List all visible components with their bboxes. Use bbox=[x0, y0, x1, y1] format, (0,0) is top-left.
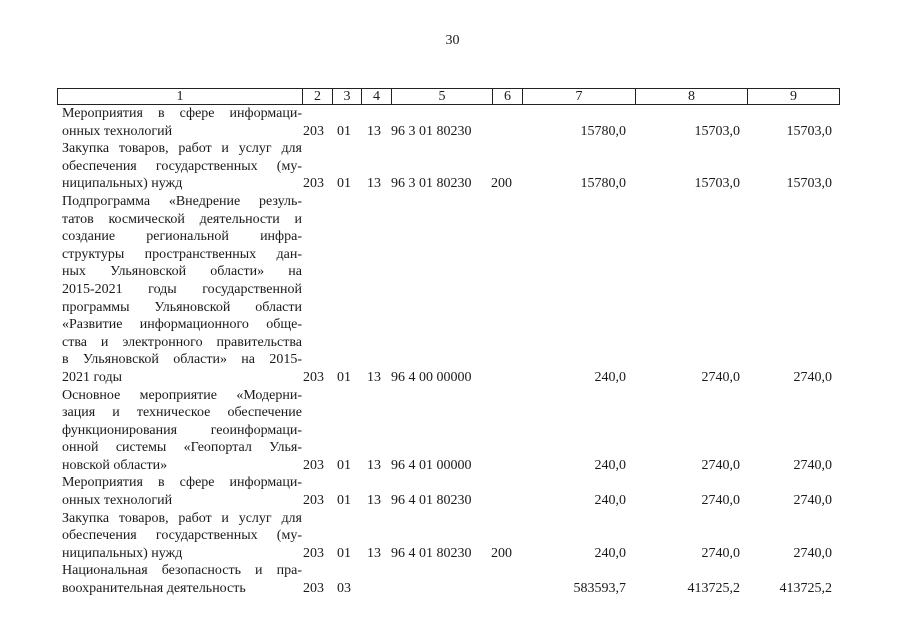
header-cell-8: 8 bbox=[636, 89, 748, 104]
row-code-3: 01 bbox=[337, 176, 351, 192]
row-code-4: 13 bbox=[367, 493, 381, 509]
row-code-5: 96 4 01 00000 bbox=[391, 457, 472, 473]
header-cell-5: 5 bbox=[392, 89, 493, 104]
row-value-9: 2740,0 bbox=[793, 369, 832, 385]
row-code-5: 96 4 00 00000 bbox=[391, 369, 472, 385]
row-name-line: обеспечения государственных (му- bbox=[62, 158, 302, 174]
row-code-4: 13 bbox=[367, 545, 381, 561]
row-value-9: 2740,0 bbox=[793, 457, 832, 473]
row-name-line: Закупка товаров, работ и услуг для bbox=[62, 510, 302, 526]
row-name-line: Основное мероприятие «Модерни- bbox=[62, 387, 302, 403]
row-name-line: онной системы «Геопортал Улья- bbox=[62, 440, 302, 456]
row-name-line: Мероприятия в сфере информаци- bbox=[62, 106, 302, 121]
table-row bbox=[62, 105, 842, 140]
table-row bbox=[62, 193, 842, 387]
table-row bbox=[62, 510, 842, 563]
row-name-line: 2021 годы bbox=[62, 369, 123, 385]
row-name-line: зация и техническое обеспечение bbox=[62, 405, 302, 421]
row-value-9: 15703,0 bbox=[786, 176, 832, 192]
row-code-2: 203 bbox=[303, 123, 324, 139]
row-code-2: 203 bbox=[303, 457, 324, 473]
row-value-9: 2740,0 bbox=[793, 493, 832, 509]
row-name-line: функционирования геоинформаци- bbox=[62, 422, 302, 438]
table-body bbox=[62, 105, 842, 598]
row-code-3: 01 bbox=[337, 369, 351, 385]
row-value-8: 2740,0 bbox=[701, 545, 740, 561]
table-row bbox=[62, 140, 842, 193]
row-code-5: 96 3 01 80230 bbox=[391, 176, 472, 192]
table-row bbox=[62, 474, 842, 509]
row-value-9: 2740,0 bbox=[793, 545, 832, 561]
row-value-8: 413725,2 bbox=[687, 581, 740, 597]
row-name bbox=[62, 140, 302, 193]
row-value-7: 240,0 bbox=[594, 369, 626, 385]
table-header-row bbox=[57, 88, 840, 105]
row-name-line: Мероприятия в сфере информаци- bbox=[62, 475, 302, 491]
row-name-line: Национальная безопасность и пра- bbox=[62, 563, 302, 579]
row-code-3: 01 bbox=[337, 493, 351, 509]
row-name-line: 2015-2021 годы государственной bbox=[62, 281, 302, 297]
row-code-5: 96 4 01 80230 bbox=[391, 493, 472, 509]
row-name-line: создание региональной инфра- bbox=[62, 229, 302, 245]
row-code-3: 03 bbox=[337, 581, 351, 597]
row-name-line: ниципальных) нужд bbox=[62, 176, 183, 192]
row-code-2: 203 bbox=[303, 581, 324, 597]
row-code-3: 01 bbox=[337, 457, 351, 473]
row-code-6: 200 bbox=[491, 545, 512, 561]
row-value-9: 15703,0 bbox=[786, 123, 832, 139]
row-name-line: Подпрограмма «Внедрение резуль- bbox=[62, 193, 302, 209]
header-cell-9: 9 bbox=[790, 89, 797, 104]
row-code-3: 01 bbox=[337, 545, 351, 561]
row-code-4: 13 bbox=[367, 123, 381, 139]
header-cell-1: 1 bbox=[58, 89, 303, 104]
row-code-2: 203 bbox=[303, 369, 324, 385]
row-code-2: 203 bbox=[303, 493, 324, 509]
row-name-line: онных технологий bbox=[62, 123, 173, 139]
row-name bbox=[62, 387, 302, 475]
table-row bbox=[62, 387, 842, 475]
row-value-7: 240,0 bbox=[594, 545, 626, 561]
row-value-7: 583593,7 bbox=[573, 581, 626, 597]
row-name-line: «Развитие информационного обще- bbox=[62, 317, 302, 333]
row-value-8: 2740,0 bbox=[701, 457, 740, 473]
row-name-line: татов космической деятельности и bbox=[62, 211, 302, 227]
row-name-line: ных Ульяновской области» на bbox=[62, 264, 302, 280]
row-code-4: 13 bbox=[367, 369, 381, 385]
row-value-7: 15780,0 bbox=[580, 176, 626, 192]
row-name-line: ства и электронного правительства bbox=[62, 334, 302, 350]
row-code-4: 13 bbox=[367, 176, 381, 192]
header-cell-7: 7 bbox=[523, 89, 636, 104]
header-cell-3: 3 bbox=[333, 89, 362, 104]
row-value-7: 240,0 bbox=[594, 457, 626, 473]
header-cell-2: 2 bbox=[303, 89, 333, 104]
row-code-3: 01 bbox=[337, 123, 351, 139]
row-name-line: программы Ульяновской области bbox=[62, 299, 302, 315]
row-name-line: структуры пространственных дан- bbox=[62, 246, 302, 262]
row-value-8: 15703,0 bbox=[694, 123, 740, 139]
row-name bbox=[62, 510, 302, 563]
row-code-4: 13 bbox=[367, 457, 381, 473]
page-number: 30 bbox=[445, 33, 460, 48]
row-name-line: ниципальных) нужд bbox=[62, 545, 183, 561]
row-name bbox=[62, 193, 302, 387]
row-name-line: Закупка товаров, работ и услуг для bbox=[62, 141, 302, 157]
row-code-2: 203 bbox=[303, 176, 324, 192]
row-value-8: 2740,0 bbox=[701, 369, 740, 385]
row-value-8: 15703,0 bbox=[694, 176, 740, 192]
row-value-9: 413725,2 bbox=[779, 581, 832, 597]
row-code-2: 203 bbox=[303, 545, 324, 561]
row-name-line: обеспечения государственных (му- bbox=[62, 528, 302, 544]
header-cell-4: 4 bbox=[362, 89, 392, 104]
row-name-line: онных технологий bbox=[62, 493, 173, 509]
row-code-5: 96 3 01 80230 bbox=[391, 123, 472, 139]
row-value-7: 15780,0 bbox=[580, 123, 626, 139]
row-name bbox=[62, 474, 302, 509]
row-name-line: новской области» bbox=[62, 457, 168, 473]
row-value-7: 240,0 bbox=[594, 493, 626, 509]
row-name bbox=[62, 562, 302, 597]
row-code-5: 96 4 01 80230 bbox=[391, 545, 472, 561]
row-value-8: 2740,0 bbox=[701, 493, 740, 509]
header-cell-6: 6 bbox=[493, 89, 523, 104]
table-row bbox=[62, 562, 842, 597]
row-name bbox=[62, 105, 302, 140]
row-name-line: воохранительная деятельность bbox=[62, 581, 246, 597]
row-code-6: 200 bbox=[491, 176, 512, 192]
row-name-line: в Ульяновской области» на 2015- bbox=[62, 352, 302, 368]
